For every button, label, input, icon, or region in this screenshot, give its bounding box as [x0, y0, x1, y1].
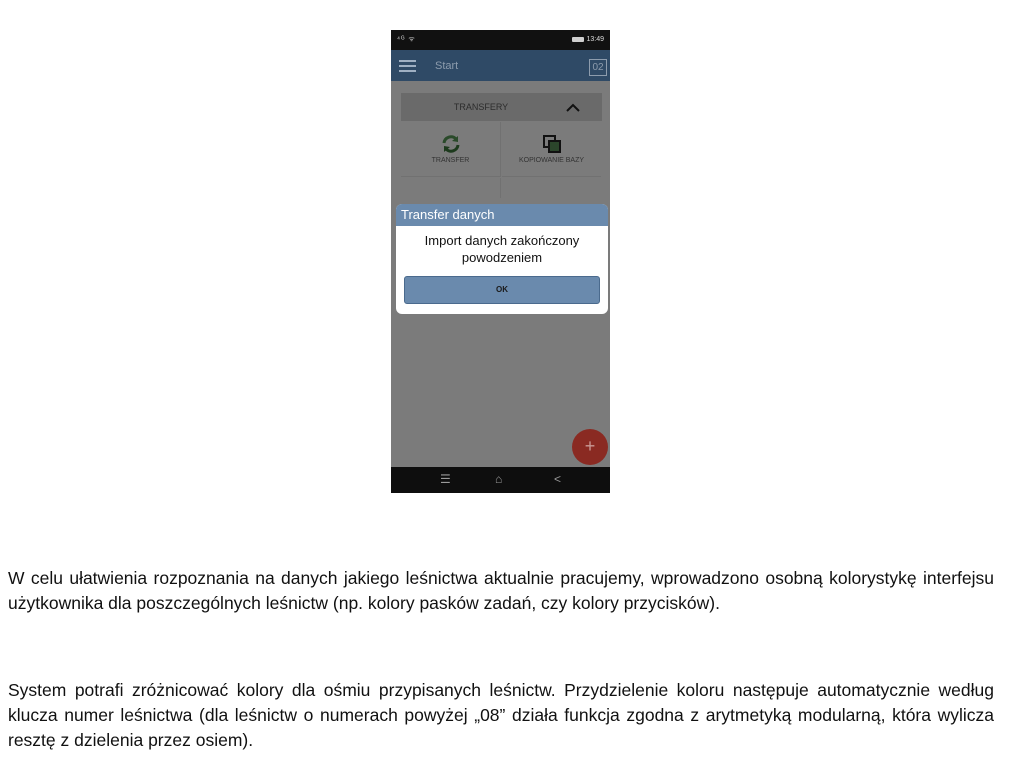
- forestry-badge[interactable]: 02: [589, 59, 607, 76]
- tile-row2-right[interactable]: [502, 178, 601, 198]
- back-icon[interactable]: <: [554, 472, 562, 486]
- section-transfery[interactable]: [401, 93, 602, 121]
- ok-button[interactable]: OK: [404, 276, 600, 304]
- tile-grid: [401, 122, 602, 182]
- transfer-tile[interactable]: [401, 122, 501, 177]
- tile-label: TRANSFER: [431, 157, 470, 164]
- system-nav-bar: [391, 467, 610, 493]
- app-title: Start: [435, 60, 459, 72]
- status-right: [572, 36, 604, 43]
- sync-icon: [441, 134, 461, 154]
- dialog-message: Import danych zakończony powodzeniem: [424, 233, 580, 265]
- add-button[interactable]: +: [572, 429, 608, 465]
- home-icon[interactable]: ⌂: [495, 472, 503, 486]
- transfer-dialog: [396, 204, 608, 314]
- paragraph: W celu ułatwienia rozpoznania na danych jakiego leśnictwa aktualnie pracujemy, wprowadzono osobną kolorystykę interfejsu użytkownika dla poszczególnych leśnictw (np. kolory pasków zadań, czy kolory przycisków).: [8, 568, 994, 613]
- chevron-up-icon: [566, 103, 580, 112]
- tile-row2-left[interactable]: [401, 178, 501, 198]
- clock: 13:49: [586, 36, 604, 43]
- signal-icons: ⁴ᴳ ᯤ: [397, 36, 416, 43]
- menu-icon[interactable]: [399, 60, 416, 72]
- status-bar: [391, 30, 610, 50]
- section-label: TRANSFERY: [453, 102, 509, 112]
- paragraph: System potrafi zróżnicować kolory dla ośmiu przypisanych leśnictw. Przydzielenie koloru następuje automatycznie według klucza numer leśnictwa (dla leśnictw o numerach powyżej „08” działa funkcja zgodna z arytmetyką modularną, która wylicza resztę z dzielenia przez osiem).: [8, 680, 994, 750]
- recent-apps-icon[interactable]: ☰: [440, 472, 451, 486]
- tile-label: KOPIOWANIE BAZY: [518, 157, 585, 164]
- copy-database-tile[interactable]: [502, 122, 601, 177]
- dialog-title: Transfer danych: [396, 204, 608, 226]
- copy-icon: [542, 134, 562, 154]
- battery-icon: [572, 37, 584, 42]
- app-bar: [391, 50, 610, 81]
